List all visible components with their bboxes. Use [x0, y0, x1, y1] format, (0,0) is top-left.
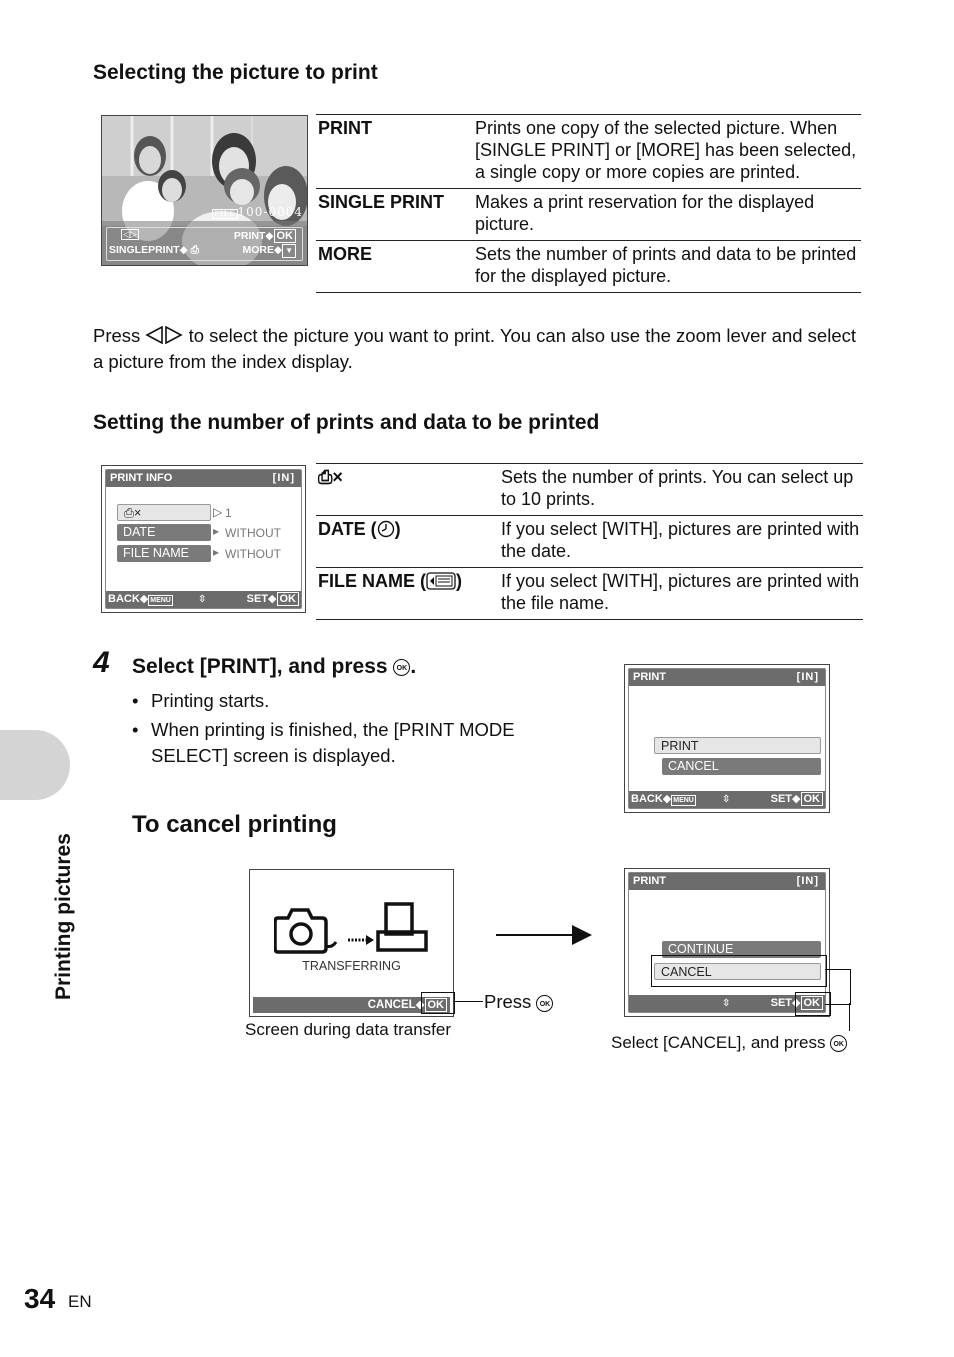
lr-arrows-icon: ◁▷ — [123, 229, 137, 239]
file-icon: FILE — [214, 210, 236, 218]
right-arrow-icon: ▷ — [213, 505, 223, 519]
file-number: FILE 100-0004 — [214, 205, 303, 219]
print-confirm-screen — [624, 664, 830, 813]
prints-count-item[interactable] — [117, 504, 211, 521]
cancel-highlight-box — [651, 955, 827, 987]
list-item: • Printing starts. — [132, 690, 270, 711]
callout-bracket — [825, 969, 851, 1005]
step-bullets — [132, 688, 572, 769]
up-down-icon: ⇳ — [198, 594, 207, 605]
photo-menu-bar — [106, 227, 303, 261]
table-row: PRINT Prints one copy of the selected picture. When [SINGLE PRINT] or [MORE] has been selected, a single copy or more copies are printed. — [316, 115, 861, 189]
ok-button-icon: OK — [393, 659, 410, 676]
screen-title-bar: PRINT INFO [IN] — [106, 470, 301, 487]
right-arrow-icon: ▸ — [213, 545, 220, 559]
table-row: FILE NAME ( ) If you select [WITH], pictures are printed with the file name. — [316, 568, 863, 620]
transfer-cancel-bar: CANCEL◆ OK — [253, 997, 450, 1013]
cancel-option[interactable]: CANCEL — [662, 758, 821, 775]
file-name-icon — [426, 572, 456, 590]
cancel-option[interactable]: CANCEL — [654, 963, 821, 980]
cancel-heading: To cancel printing — [132, 811, 337, 838]
print-copies-icon: ⎙× — [318, 467, 343, 487]
print-copies-icon: ⎙× — [124, 506, 142, 520]
set-label: SET◆ OK — [771, 791, 823, 808]
select-picture-paragraph: Press to select the picture you want to print. You can also use the zoom lever and select a picture from the index display. — [93, 325, 857, 372]
table-row: DATE ( ) If you select [WITH], pictures are printed with the date. — [316, 516, 863, 568]
right-arrow-icon: ▸ — [213, 524, 220, 538]
step-title: Select [PRINT], and press OK . — [132, 655, 417, 678]
print-data-table — [316, 463, 863, 620]
caption-transfer: Screen during data transfer — [245, 1020, 452, 1039]
photo-preview-screen — [101, 115, 308, 266]
up-down-icon: ⇳ — [722, 794, 731, 805]
caption-select-cancel: Select [CANCEL], and press OK — [611, 1033, 847, 1053]
chapter-tab — [0, 730, 70, 800]
screen-title-bar: PRINT [IN] — [629, 873, 825, 890]
ok-highlight-box — [421, 992, 455, 1014]
list-item: • When printing is finished, the [PRINT MODE SELECT] screen is displayed. — [132, 719, 515, 766]
back-label: BACK◆ MENU — [108, 593, 171, 605]
press-ok-label: Press OK — [484, 989, 553, 1015]
date-value: WITHOUT — [225, 526, 281, 540]
file-name-value: WITHOUT — [225, 547, 281, 561]
transferring-status: TRANSFERRING — [302, 959, 401, 973]
set-label: SET◆ OK — [247, 591, 299, 608]
print-options-table — [316, 114, 861, 293]
set-label: SET◆ OK — [771, 995, 823, 1012]
screen-bottom-bar — [106, 591, 301, 608]
clock-icon — [377, 520, 395, 538]
singleprint-label: SINGLEPRINT◆ ⎙ — [109, 244, 199, 256]
right-arrow-icon — [496, 922, 594, 948]
cancel-ok-key[interactable]: OK — [425, 998, 448, 1012]
camera-to-printer-icon — [274, 902, 434, 958]
up-down-icon: ⇳ — [722, 998, 731, 1009]
table-row: SINGLE PRINT Makes a print reservation for the displayed picture. — [316, 189, 861, 241]
print-info-screen — [101, 465, 306, 613]
left-right-arrows-icon — [145, 326, 183, 344]
chapter-label: Printing pictures — [52, 833, 75, 1000]
table-row: MORE Sets the number of prints and data to be printed for the displayed picture. — [316, 241, 861, 293]
prints-count-value: 1 — [225, 506, 232, 520]
section-heading-number-of-prints: Setting the number of prints and data to be printed — [93, 411, 600, 434]
screen-title-bar: PRINT [IN] — [629, 669, 825, 686]
date-item[interactable]: DATE — [117, 524, 211, 541]
callout-line — [453, 1001, 483, 1002]
print-option[interactable]: PRINT — [654, 737, 821, 754]
page-number: 34 — [24, 1283, 56, 1314]
step-number: 4 — [93, 646, 110, 679]
screen-bottom-bar — [629, 791, 825, 808]
continue-option[interactable]: CONTINUE — [662, 941, 821, 958]
more-label: MORE◆ ▼ — [243, 244, 297, 258]
language-label: EN — [68, 1292, 92, 1311]
section-heading-select-picture: Selecting the picture to print — [93, 61, 378, 84]
callout-line — [849, 1003, 850, 1031]
ok-button-icon: OK — [830, 1035, 847, 1052]
file-name-item[interactable]: FILE NAME — [117, 545, 211, 562]
print-ok-label: PRINT◆ OK — [234, 229, 296, 243]
table-row: ⎙× Sets the number of prints. You can select up to 10 prints. — [316, 464, 863, 516]
back-label: BACK◆ MENU — [631, 793, 694, 805]
ok-button-icon: OK — [536, 995, 553, 1012]
